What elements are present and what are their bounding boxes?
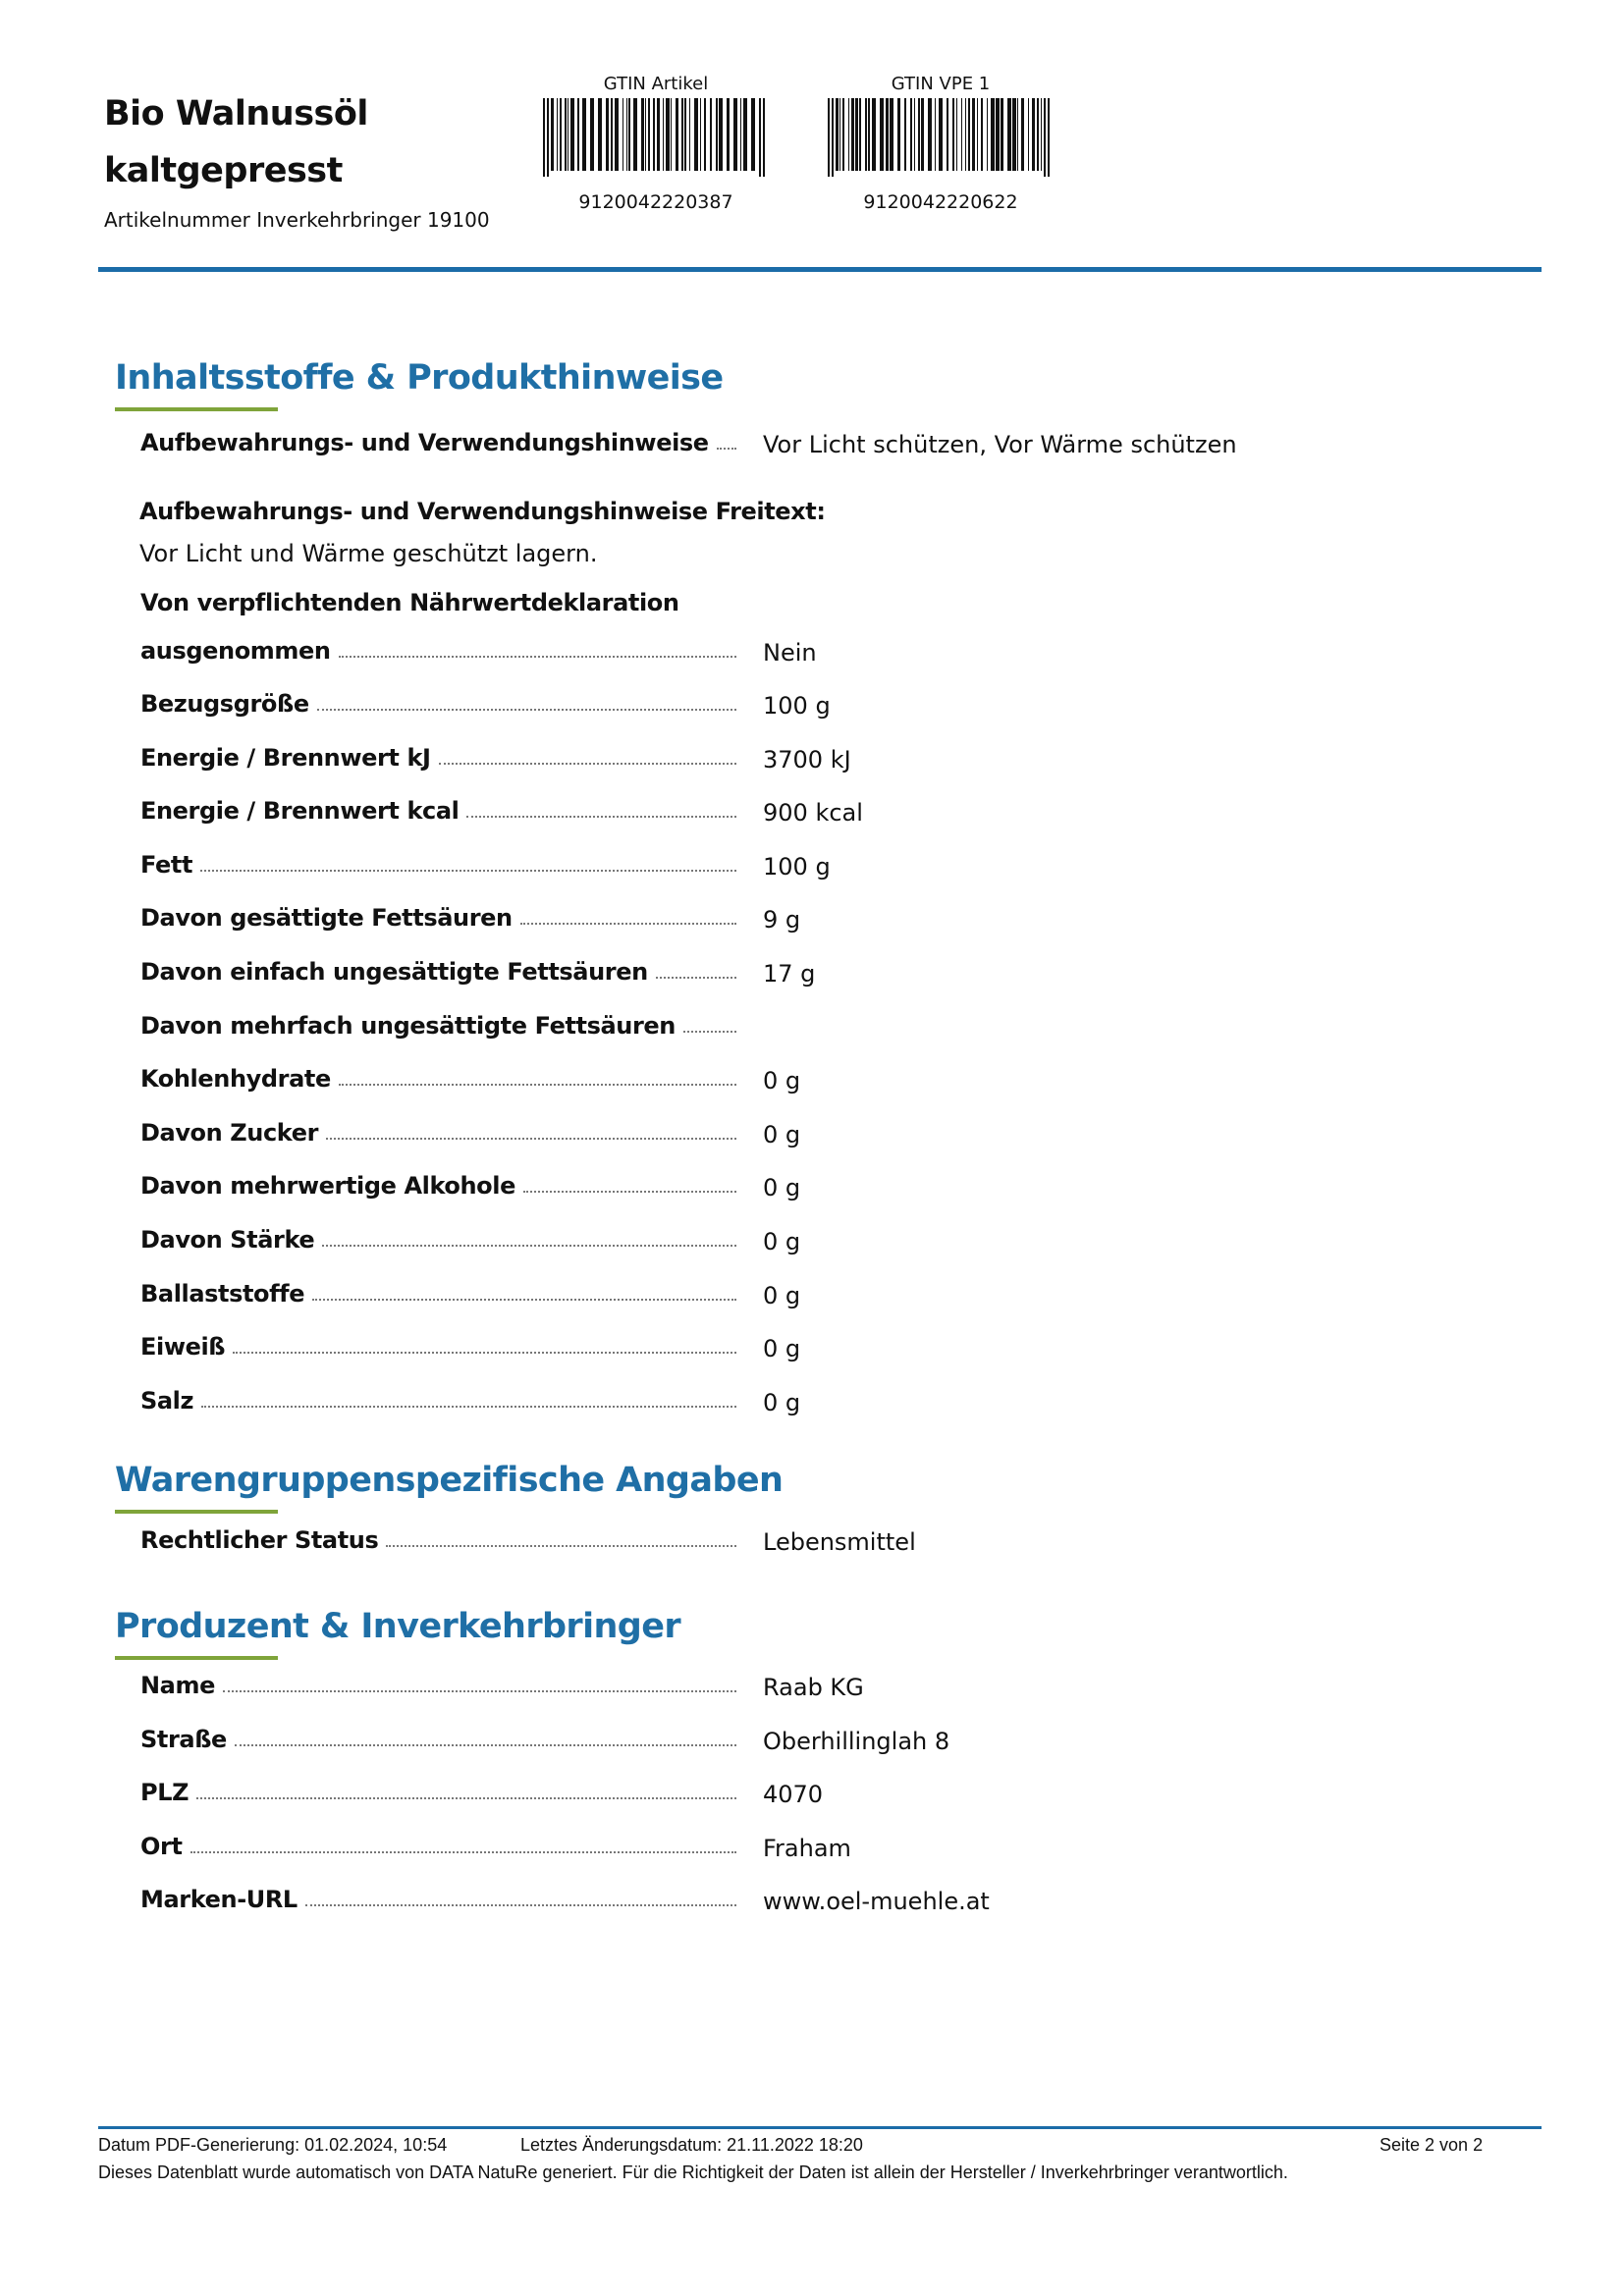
row-label: PLZ xyxy=(140,1779,189,1807)
data-row xyxy=(140,851,1535,890)
row-value: Oberhillinglah 8 xyxy=(763,1727,950,1755)
data-row xyxy=(140,1280,1535,1319)
data-row xyxy=(140,1726,1535,1765)
row-label: Eiweiß xyxy=(140,1333,226,1362)
barcode-number-vpe: 9120042220622 xyxy=(863,191,1018,213)
row-label: Energie / Brennwert kcal xyxy=(140,797,460,826)
data-row xyxy=(140,1333,1535,1372)
row-label: Davon einfach ungesättigte Fettsäuren xyxy=(140,958,648,986)
row-label: ausgenommen xyxy=(140,637,331,665)
row-storage xyxy=(140,429,1535,468)
data-row xyxy=(140,1886,1535,1925)
section-underline xyxy=(115,1656,278,1660)
row-label: Name xyxy=(140,1672,215,1699)
row-value: 0 g xyxy=(763,1228,801,1255)
data-row xyxy=(140,1226,1535,1265)
row-label: Davon mehrwertige Alkohole xyxy=(140,1172,515,1201)
row-label: Energie / Brennwert kJ xyxy=(140,743,431,772)
exempt-label-line1: Von verpflichtenden Nährwertdeklaration xyxy=(140,589,679,616)
row-value: 0 g xyxy=(763,1174,801,1202)
row-value: Vor Licht schützen, Vor Wärme schützen xyxy=(763,431,1237,458)
row-value: 900 kcal xyxy=(763,799,863,828)
freetext-value: Vor Licht und Wärme geschützt lagern. xyxy=(139,540,598,567)
data-row xyxy=(140,1387,1535,1426)
row-label: Ort xyxy=(140,1832,183,1860)
row-label: Fett xyxy=(140,850,193,879)
data-row xyxy=(140,1012,1535,1051)
row-label: Ballaststoffe xyxy=(140,1279,305,1308)
row-value: 17 g xyxy=(763,960,816,988)
row-value: 0 g xyxy=(763,1388,801,1416)
row-value: 0 g xyxy=(763,1335,801,1363)
section-underline xyxy=(115,1510,278,1514)
barcode-label-vpe: GTIN VPE 1 xyxy=(891,74,991,94)
barcode-number-article: 9120042220387 xyxy=(578,191,733,213)
row-label: Davon Zucker xyxy=(140,1118,319,1147)
row-label: Marken-URL xyxy=(140,1886,298,1914)
row-value: www.oel-muehle.at xyxy=(763,1888,990,1916)
row-value: Raab KG xyxy=(763,1674,864,1701)
data-row xyxy=(140,904,1535,943)
data-row xyxy=(140,1833,1535,1872)
article-number: Artikelnummer Inverkehrbringer 19100 xyxy=(104,208,490,232)
product-title-line2: kaltgepresst xyxy=(104,151,343,190)
product-title-line1: Bio Walnussöl xyxy=(104,94,368,133)
row-value: 3700 kJ xyxy=(763,745,851,774)
section-heading-category: Warengruppenspezifische Angaben xyxy=(115,1461,784,1500)
data-row xyxy=(140,1119,1535,1158)
row-label: Davon Stärke xyxy=(140,1226,315,1254)
row-label: Bezugsgröße xyxy=(140,690,309,718)
data-row xyxy=(140,797,1535,836)
row-label: Davon mehrfach ungesättigte Fettsäuren xyxy=(140,1011,676,1040)
data-row xyxy=(140,1172,1535,1211)
header-divider xyxy=(98,267,1542,272)
row-value: 0 g xyxy=(763,1281,801,1309)
row-label: Straße xyxy=(140,1725,227,1753)
barcode-label-article: GTIN Artikel xyxy=(603,74,709,94)
row-value: 100 g xyxy=(763,692,831,720)
data-row xyxy=(140,958,1535,997)
row-label: Aufbewahrungs- und Verwendungshinweise xyxy=(140,429,709,456)
section-underline xyxy=(115,407,278,411)
row-value: Nein xyxy=(763,639,817,667)
freetext-label: Aufbewahrungs- und Verwendungshinweise Freitext: xyxy=(139,498,826,525)
data-row xyxy=(140,744,1535,783)
data-row xyxy=(140,690,1535,729)
data-row xyxy=(140,1779,1535,1818)
barcode-vpe-icon xyxy=(828,98,1054,177)
row-value: 100 g xyxy=(763,852,831,881)
footer-modified: Letztes Änderungsdatum: 21.11.2022 18:20 xyxy=(520,2135,863,2155)
footer-page-number: Seite 2 von 2 xyxy=(1380,2135,1484,2155)
data-row xyxy=(140,1672,1535,1711)
row-value: 4070 xyxy=(763,1781,824,1809)
row-label: Davon gesättigte Fettsäuren xyxy=(140,904,513,933)
section-heading-producer: Produzent & Inverkehrbringer xyxy=(115,1607,681,1646)
row-exempt xyxy=(140,637,1535,676)
section-heading-ingredients: Inhaltsstoffe & Produkthinweise xyxy=(115,358,724,398)
row-label: Rechtlicher Status xyxy=(140,1526,379,1554)
row-value: Fraham xyxy=(763,1834,851,1862)
data-row xyxy=(140,1526,1535,1566)
row-label: Salz xyxy=(140,1386,194,1415)
row-value: Lebensmittel xyxy=(763,1528,916,1556)
row-value: 0 g xyxy=(763,1120,801,1148)
data-row xyxy=(140,1065,1535,1104)
footer-generated: Datum PDF-Generierung: 01.02.2024, 10:54 xyxy=(98,2135,448,2155)
row-value: 0 g xyxy=(763,1067,801,1095)
row-label: Kohlenhydrate xyxy=(140,1065,331,1094)
footer-divider xyxy=(98,2126,1542,2129)
barcode-article-icon xyxy=(543,98,769,177)
row-value: 9 g xyxy=(763,906,801,934)
footer-disclaimer: Dieses Datenblatt wurde automatisch von DATA NatuRe generiert. Für die Richtigkeit der Daten ist allein der Hersteller / Inverkehrbringer verantwortlich. xyxy=(98,2163,1288,2182)
